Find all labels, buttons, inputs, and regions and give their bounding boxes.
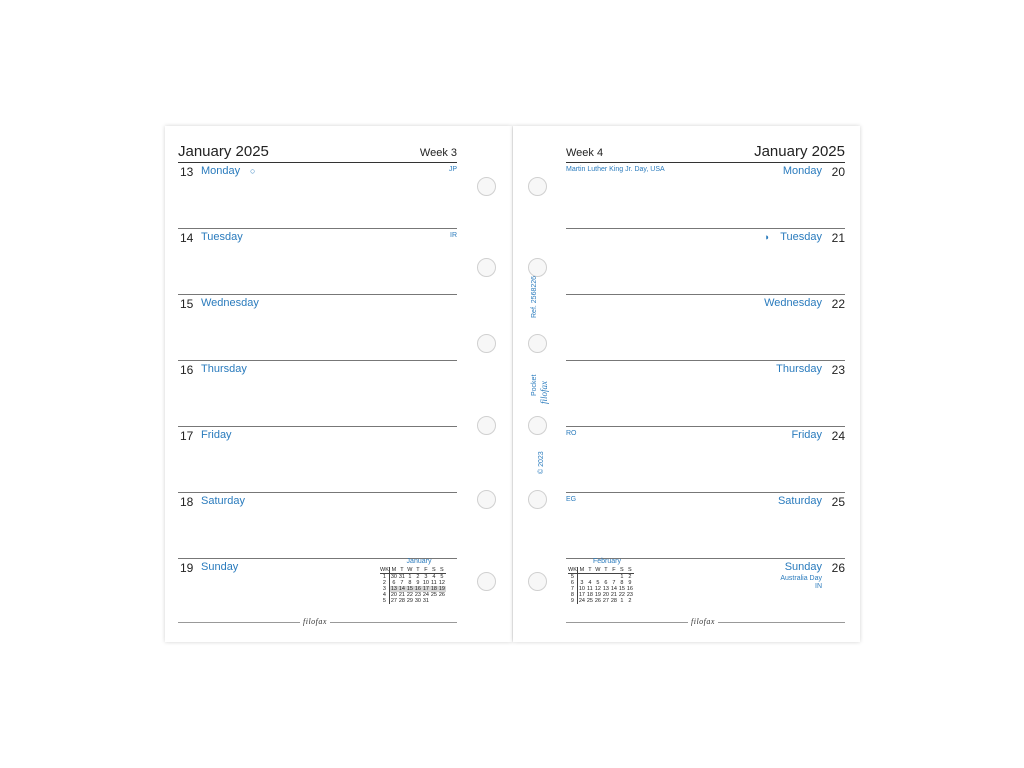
month-title: January 2025: [178, 143, 269, 160]
mini-calendar-grid: [380, 567, 446, 604]
left-page-header: [178, 143, 457, 163]
mini-calendar-header-cell: S: [618, 567, 626, 574]
mini-calendar-header-cell: F: [610, 567, 618, 574]
day-entry-tuesday[interactable]: [178, 229, 457, 295]
mini-calendar-week-cell: 6: [568, 580, 577, 586]
mini-calendar-day-cell: 24: [422, 592, 429, 598]
day-name: Wednesday: [201, 297, 259, 309]
mini-calendar-day-cell: 9: [416, 580, 420, 586]
holiday-note: JP: [448, 166, 457, 173]
mini-calendar-day-cell: 15: [406, 586, 413, 592]
mini-calendar-day-cell: 18: [586, 592, 593, 598]
day-entry-saturday[interactable]: [566, 493, 845, 559]
day-name: Wednesday: [764, 297, 822, 309]
day-number: 13: [180, 165, 194, 179]
mini-calendar-day-cell: 27: [390, 598, 397, 604]
day-name: Sunday: [784, 561, 822, 573]
mini-calendar-day-cell: 3: [424, 574, 428, 580]
spine-size-text: Pocket: [531, 374, 538, 396]
mini-calendar-header-cell: T: [414, 567, 422, 574]
binder-hole: [528, 572, 547, 591]
mini-calendar-day-cell: 13: [602, 586, 609, 592]
binder-hole: [477, 258, 496, 277]
mini-calendar-day-cell: 30: [390, 574, 397, 580]
mini-calendar-january: [380, 558, 458, 610]
mini-calendar-day-cell: 29: [406, 598, 413, 604]
mini-calendar-week-cell: 7: [568, 586, 577, 592]
mini-calendar-day-cell: 3: [580, 580, 584, 586]
mini-calendar-day-cell: 30: [414, 598, 421, 604]
mini-calendar-day-cell: 1: [408, 574, 412, 580]
mini-calendar-day-cell: 20: [390, 592, 397, 598]
day-number: 22: [831, 297, 845, 311]
day-name: Monday: [782, 165, 822, 177]
binder-hole: [477, 177, 496, 196]
day-number: 21: [831, 231, 845, 245]
week-number: Week 3: [419, 147, 457, 159]
spine-brand-logo: filofax: [539, 381, 549, 404]
mini-calendar-header-cell: S: [438, 567, 446, 574]
binder-hole: [528, 258, 547, 277]
holiday-note: IR: [450, 232, 457, 239]
day-name: Sunday: [201, 561, 239, 573]
day-entry-monday[interactable]: [178, 163, 457, 229]
mini-calendar-week-cell: 8: [568, 592, 577, 598]
mini-calendar-header-cell: WK: [380, 567, 389, 573]
holiday-note: Martin Luther King Jr. Day, USA: [566, 166, 665, 173]
filofax-logo: filofax: [688, 617, 718, 626]
day-entry-friday[interactable]: [178, 427, 457, 493]
day-number: 16: [180, 363, 194, 377]
mini-calendar-day-cell: 16: [414, 586, 421, 592]
mini-calendar-day-cell: 23: [414, 592, 421, 598]
day-name: Tuesday: [780, 231, 822, 243]
holiday-note: Australia Day: [780, 575, 822, 582]
mini-calendar-day-cell: 6: [604, 580, 608, 586]
holiday-note: RO: [566, 430, 577, 437]
mini-calendar-header-cell: M: [577, 567, 586, 574]
mini-calendar-day-cell: 28: [398, 598, 405, 604]
day-name: Saturday: [201, 495, 246, 507]
mini-calendar-day-cell: 26: [438, 592, 445, 598]
mini-calendar-day-cell: 28: [610, 598, 617, 604]
day-entry-wednesday[interactable]: [178, 295, 457, 361]
mini-calendar-day-cell: 27: [602, 598, 609, 604]
day-entry-tuesday[interactable]: [566, 229, 845, 295]
day-name: Thursday: [201, 363, 247, 375]
binder-hole: [477, 334, 496, 353]
mini-calendar-day-cell: 12: [438, 580, 445, 586]
day-number: 25: [831, 495, 845, 509]
mini-calendar-day-cell: 16: [626, 586, 633, 592]
mini-calendar-day-cell: 6: [392, 580, 396, 586]
mini-calendar-header-cell: F: [422, 567, 430, 574]
day-number: 19: [180, 561, 194, 575]
binder-hole: [477, 572, 496, 591]
filofax-logo: filofax: [300, 617, 330, 626]
mini-calendar-day-cell: 15: [618, 586, 625, 592]
mini-calendar-day-cell: 19: [594, 592, 601, 598]
mini-calendar-week-cell: 4: [380, 592, 389, 598]
mini-calendar-week-cell: 2: [380, 580, 389, 586]
mini-calendar-day-cell: 22: [406, 592, 413, 598]
mini-calendar-day-cell: 9: [628, 580, 632, 586]
binder-hole: [528, 334, 547, 353]
day-name: Friday: [201, 429, 232, 441]
day-name: Saturday: [777, 495, 822, 507]
mini-calendar-day-cell: 18: [430, 586, 437, 592]
mini-calendar-day-cell: 1: [620, 574, 624, 580]
mini-calendar-day-cell: 17: [578, 592, 585, 598]
left-diary-page: [165, 126, 512, 642]
mini-calendar-february: [568, 558, 646, 610]
binder-hole: [477, 490, 496, 509]
mini-calendar-title: February: [592, 558, 621, 565]
mini-calendar-day-cell: 24: [578, 598, 585, 604]
mini-calendar-day-cell: 14: [610, 586, 617, 592]
mini-calendar-day-cell: 22: [618, 592, 625, 598]
day-name: Friday: [791, 429, 822, 441]
mini-calendar-week-cell: 9: [568, 598, 577, 604]
right-page-header: [566, 143, 845, 163]
mini-calendar-day-cell: 10: [578, 586, 585, 592]
mini-calendar-day-cell: 21: [610, 592, 617, 598]
mini-calendar-header-cell: W: [407, 567, 413, 573]
mini-calendar-day-cell: [438, 598, 446, 604]
day-number: 15: [180, 297, 194, 311]
mini-calendar-day-cell: 25: [430, 592, 437, 598]
mini-calendar-header-cell: S: [430, 567, 438, 574]
mini-calendar-day-cell: 31: [398, 574, 405, 580]
mini-calendar-title: January: [406, 558, 432, 565]
month-title: January 2025: [754, 143, 845, 160]
binder-hole: [528, 490, 547, 509]
day-name: Monday: [201, 165, 241, 177]
day-number: 26: [831, 561, 845, 575]
day-entry-thursday[interactable]: [566, 361, 845, 427]
day-number: 14: [180, 231, 194, 245]
mini-calendar-day-cell: 17: [422, 586, 429, 592]
day-name: Tuesday: [201, 231, 243, 243]
mini-calendar-day-cell: 1: [620, 598, 624, 604]
mini-calendar-day-cell: 8: [620, 580, 624, 586]
mini-calendar-day-cell: 7: [612, 580, 616, 586]
right-diary-page: [513, 126, 860, 642]
mini-calendar-day-cell: [430, 598, 438, 604]
mini-calendar-grid: [568, 567, 634, 604]
day-number: 20: [831, 165, 845, 179]
day-entry-wednesday[interactable]: [566, 295, 845, 361]
mini-calendar-week-cell: 1: [380, 574, 389, 581]
mini-calendar-header-cell: T: [586, 567, 594, 574]
mini-calendar-day-cell: 7: [400, 580, 404, 586]
mini-calendar-header-cell: M: [389, 567, 398, 574]
mini-calendar-day-cell: 8: [408, 580, 412, 586]
mini-calendar-week-cell: 3: [380, 586, 389, 592]
binder-hole: [528, 177, 547, 196]
mini-calendar-header-cell: T: [602, 567, 610, 574]
mini-calendar-day-cell: 19: [438, 586, 445, 592]
holiday-note: EG: [566, 496, 577, 503]
mini-calendar-header-cell: S: [626, 567, 634, 574]
day-number: 18: [180, 495, 194, 509]
mini-calendar-day-cell: 11: [587, 586, 593, 592]
mini-calendar-day-cell: 14: [398, 586, 405, 592]
mini-calendar-day-cell: 20: [602, 592, 609, 598]
day-number: 24: [831, 429, 845, 443]
holiday-note: IN: [815, 583, 822, 590]
day-entry-monday[interactable]: [566, 163, 845, 229]
mini-calendar-day-cell: 13: [390, 586, 397, 592]
half-moon-icon: ◑: [763, 232, 769, 242]
mini-calendar-day-cell: 2: [628, 574, 632, 580]
mini-calendar-day-cell: 4: [588, 580, 592, 586]
mini-calendar-day-cell: 25: [586, 598, 593, 604]
mini-calendar-week-cell: 5: [380, 598, 389, 604]
mini-calendar-day-cell: 5: [596, 580, 600, 586]
week-number: Week 4: [566, 147, 604, 159]
mini-calendar-day-cell: 5: [440, 574, 444, 580]
mini-calendar-day-cell: 2: [416, 574, 420, 580]
day-entry-thursday[interactable]: [178, 361, 457, 427]
mini-calendar-day-cell: 2: [628, 598, 632, 604]
mini-calendar-header-cell: WK: [568, 567, 577, 573]
mini-calendar-day-cell: 11: [431, 580, 437, 586]
mini-calendar-week-cell: 5: [568, 574, 577, 581]
day-number: 23: [831, 363, 845, 377]
mini-calendar-day-cell: 23: [626, 592, 633, 598]
day-entry-saturday[interactable]: [178, 493, 457, 559]
mini-calendar-header-cell: W: [595, 567, 601, 573]
spine-copyright-text: © 2023: [538, 451, 545, 474]
mini-calendar-day-cell: 4: [432, 574, 436, 580]
day-name: Thursday: [776, 363, 822, 375]
mini-calendar-header-cell: T: [398, 567, 406, 574]
mini-calendar-day-cell: 21: [398, 592, 405, 598]
binder-hole: [477, 416, 496, 435]
mini-calendar-day-cell: 26: [594, 598, 601, 604]
binder-hole: [528, 416, 547, 435]
mini-calendar-day-cell: 10: [422, 580, 429, 586]
spine-ref-text: Ref. 2568226: [531, 275, 538, 318]
mini-calendar-day-cell: 12: [594, 586, 601, 592]
mini-calendar-day-cell: 31: [422, 598, 429, 604]
full-moon-icon: ○: [250, 166, 256, 176]
day-number: 17: [180, 429, 194, 443]
day-entry-friday[interactable]: [566, 427, 845, 493]
